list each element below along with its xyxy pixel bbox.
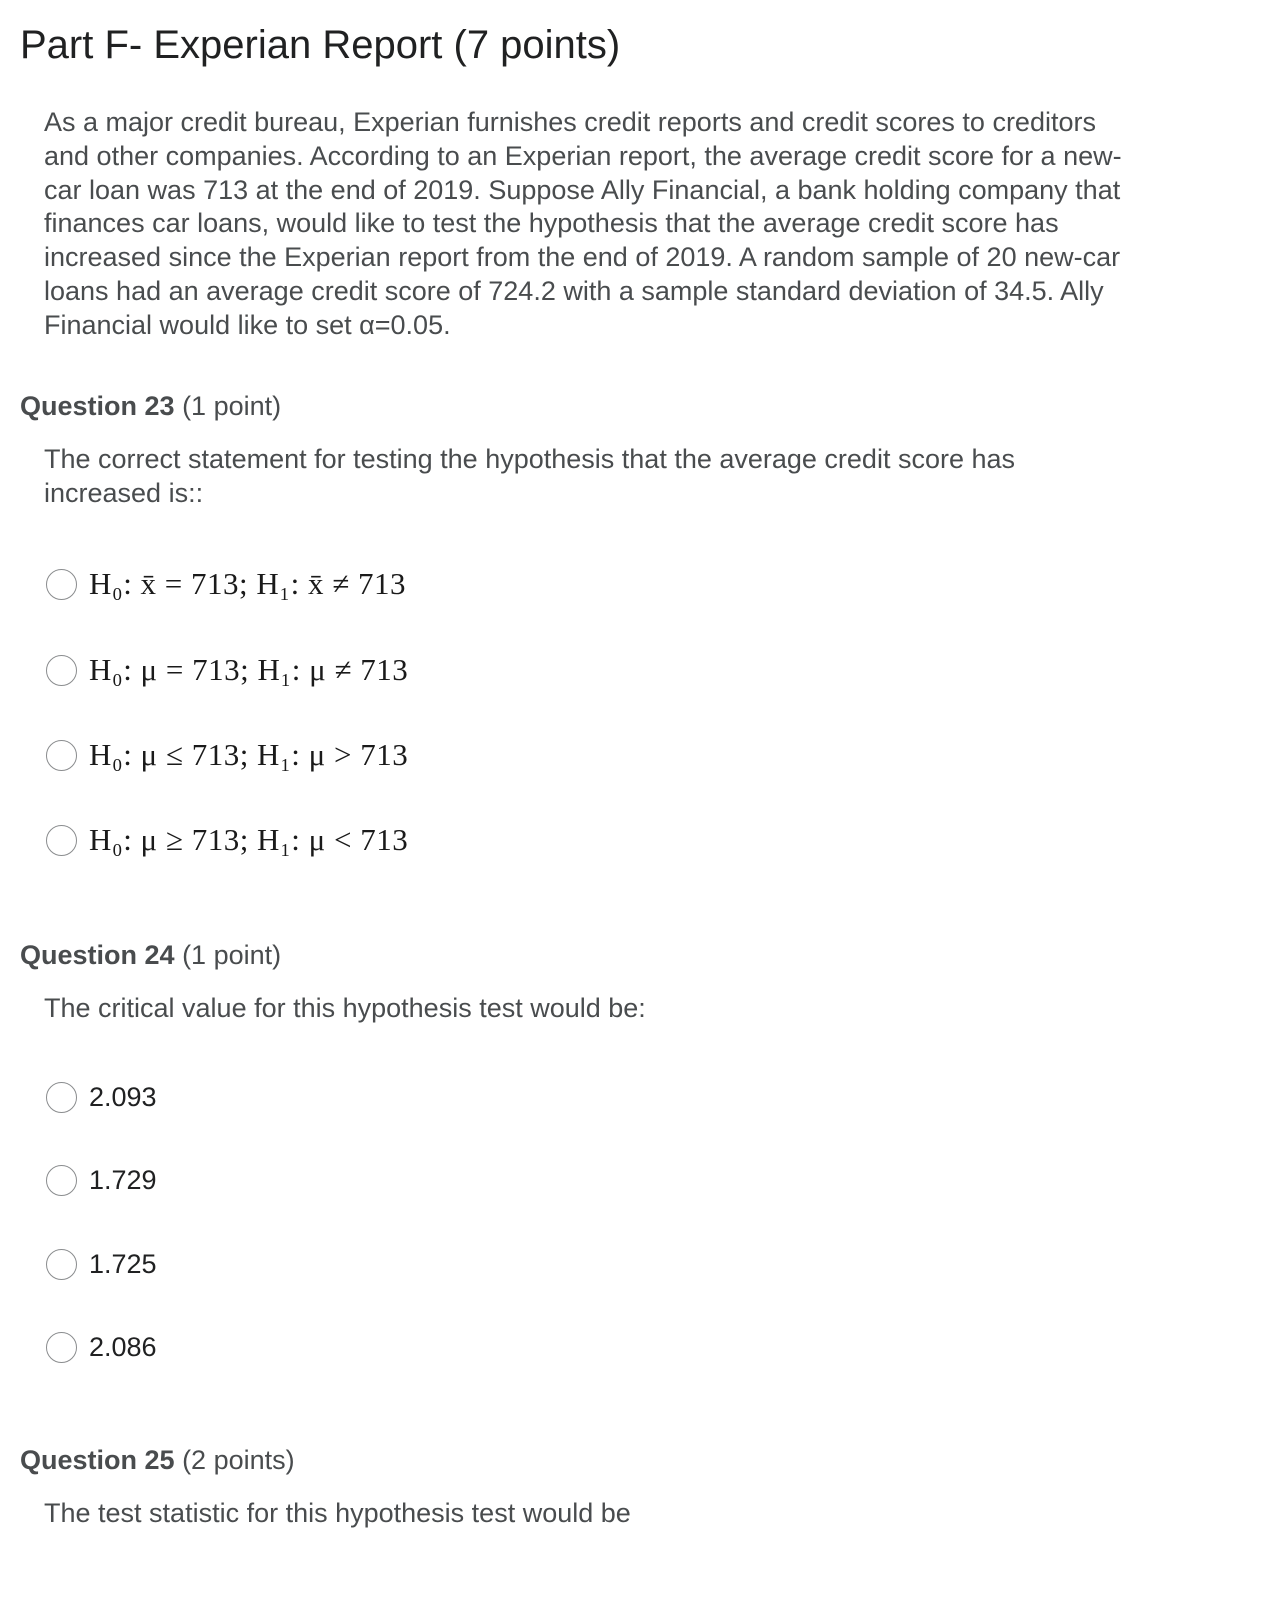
question-23-option-3[interactable] (46, 735, 408, 775)
question-24-points: (1 point) (182, 940, 282, 970)
option-label: H₀: μ = 713; H₁: μ ≠ 713 (89, 652, 409, 687)
radio-button[interactable] (46, 1332, 77, 1363)
option-label: 1.729 (89, 1164, 157, 1195)
radio-button[interactable] (46, 740, 77, 771)
option-label: 2.093 (89, 1081, 157, 1112)
option-label: H₀: x̄ = 713; H₁: x̄ ≠ 713 (89, 566, 406, 601)
option-label: 2.086 (89, 1331, 157, 1362)
radio-button[interactable] (46, 1165, 77, 1196)
radio-button[interactable] (46, 825, 77, 856)
question-24-option-2[interactable] (46, 1160, 157, 1200)
question-23-points: (1 point) (182, 391, 282, 421)
question-24-option-3[interactable] (46, 1244, 157, 1284)
question-23-option-2[interactable] (46, 650, 408, 690)
option-label: H₀: μ ≤ 713; H₁: μ > 713 (89, 737, 409, 772)
question-25-points: (2 points) (182, 1445, 295, 1475)
question-24-number: Question 24 (20, 940, 175, 970)
radio-button[interactable] (46, 655, 77, 686)
question-24-heading (20, 937, 281, 973)
radio-button[interactable] (46, 569, 77, 600)
option-label: 1.725 (89, 1248, 157, 1279)
intro-paragraph: As a major credit bureau, Experian furnishes credit reports and credit scores to creditors and other companies. According to an Experian report, the average credit score for a new-car loan was 713 at the end of 2019. Suppose Ally Financial, a bank holding company that finances car loans, would like to test the hypothesis that the average credit score has increased since the Experian report from the end of 2019. A random sample of 20 new-car loans had an average credit score of 724.2 with a sample standard deviation of 34.5. Ally Financial would like to set α=0.05. (44, 107, 1122, 340)
option-label: H₀: μ ≥ 713; H₁: μ < 713 (89, 822, 409, 857)
question-23-option-1[interactable] (46, 564, 406, 604)
question-24-text: The critical value for this hypothesis test would be: (44, 993, 646, 1023)
question-24-option-4[interactable] (46, 1327, 157, 1367)
radio-button[interactable] (46, 1249, 77, 1280)
question-25-number: Question 25 (20, 1445, 175, 1475)
radio-button[interactable] (46, 1082, 77, 1113)
question-23-heading (20, 388, 281, 424)
question-25-heading (20, 1442, 295, 1478)
question-23-text: The correct statement for testing the hypothesis that the average credit score has increased is:: (44, 444, 1016, 508)
page-title: Part F- Experian Report (7 points) (20, 23, 621, 67)
question-23-option-4[interactable] (46, 820, 408, 860)
question-24-option-1[interactable] (46, 1077, 157, 1117)
question-25-text: The test statistic for this hypothesis test would be (44, 1498, 631, 1528)
question-23-number: Question 23 (20, 391, 175, 421)
